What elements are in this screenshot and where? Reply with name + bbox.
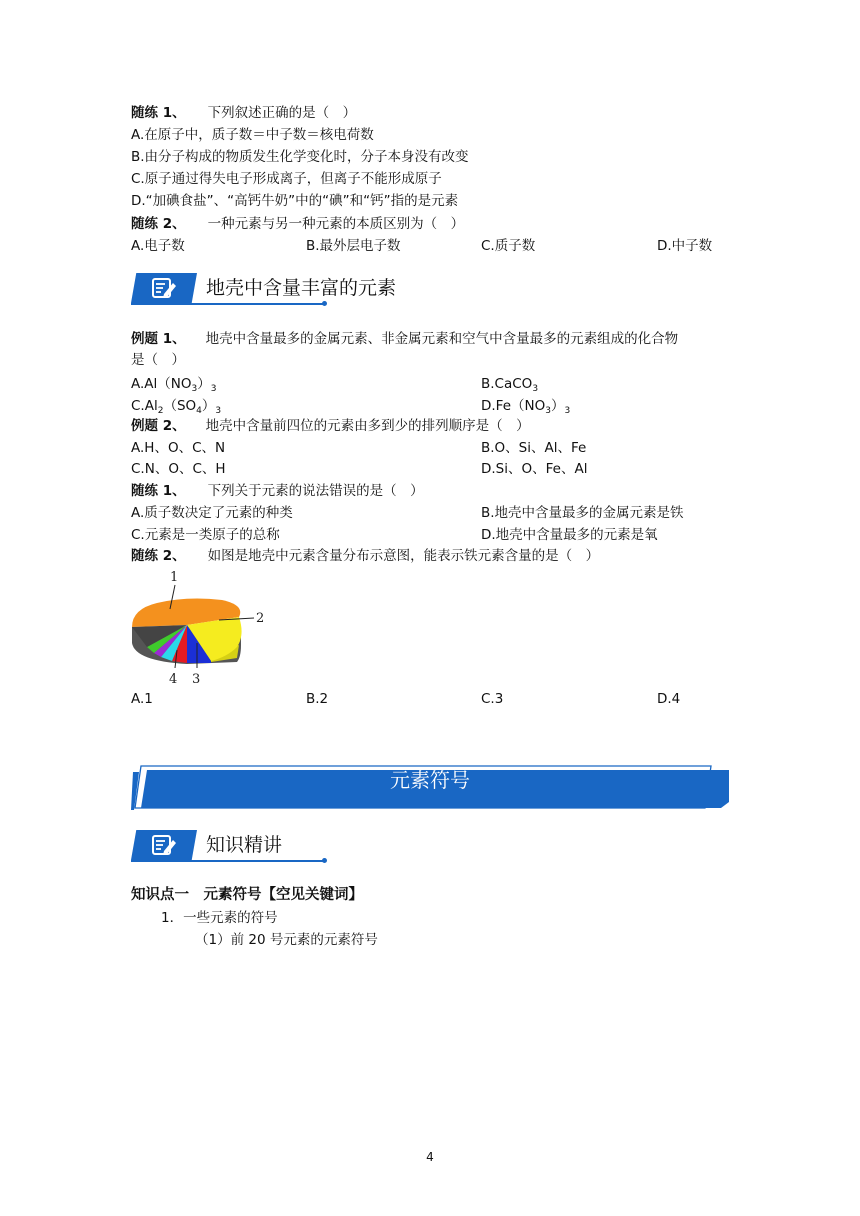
- option-c: $C.Al_2(SO_4)_3$: [131, 398, 222, 416]
- banner-dot: [322, 858, 327, 863]
- pie-figure: [127, 565, 272, 690]
- option: B.地壳中含量最多的金属元素是铁: [481, 505, 684, 521]
- option: D.“加碘食盐”、“高钙牛奶”中的“碘”和“钙”指的是元素: [131, 193, 459, 209]
- option: B.最外层电子数: [306, 238, 401, 254]
- question-sl3: [131, 481, 424, 501]
- banner-underline: [131, 303, 323, 305]
- question-label: 随练 1、: [131, 105, 186, 121]
- list-item: 1．一些元素的符号: [161, 910, 278, 926]
- section-title: 元素符号: [390, 768, 470, 792]
- pie-label-2: 2: [256, 611, 265, 626]
- question-ex2: [131, 416, 530, 436]
- question-stem: 下列关于元素的说法错误的是（ ）: [207, 483, 424, 499]
- banner-title: 地壳中含量丰富的元素: [206, 277, 397, 299]
- banner-dot: [322, 301, 327, 306]
- option: A.电子数: [131, 238, 185, 254]
- question-sl2: [131, 214, 464, 234]
- option: C.质子数: [481, 238, 536, 254]
- question-stem: 一种元素与另一种元素的本质区别为（ ）: [207, 216, 465, 232]
- option: D.Si、O、Fe、Al: [481, 461, 588, 477]
- option: C.3: [481, 691, 504, 707]
- question-label: 例题 1、: [131, 331, 186, 347]
- option: A.1: [131, 691, 153, 707]
- pie-label-1: 1: [170, 570, 179, 585]
- knowledge-banner: [131, 830, 331, 860]
- list-subitem: （1）前 20 号元素的元素符号: [195, 932, 378, 948]
- option: C.原子通过得失电子形成离子，但离子不能形成原子: [131, 171, 442, 187]
- option-b: B.CaCO$_3$: [481, 376, 539, 394]
- question-stem: 地壳中含量最多的金属元素、非金属元素和空气中含量最多的元素组成的化合物: [205, 331, 679, 347]
- option: B.由分子构成的物质发生化学变化时，分子本身没有改变: [131, 149, 469, 165]
- question-sl4: [131, 546, 599, 566]
- banner-title: 知识精讲: [206, 834, 283, 856]
- option: A.在原子中，质子数＝中子数＝核电荷数: [131, 127, 374, 143]
- question-label: 随练 1、: [131, 483, 186, 499]
- option: B.O、Si、Al、Fe: [481, 440, 587, 456]
- question-stem: 下列叙述正确的是（ ）: [207, 105, 357, 121]
- question-label: 随练 2、: [131, 548, 186, 564]
- option: D.中子数: [657, 238, 713, 254]
- option: D.4: [657, 691, 681, 707]
- question-label: 随练 2、: [131, 216, 186, 232]
- section-banner: [131, 273, 397, 303]
- option: C.N、O、C、H: [131, 461, 226, 477]
- option: A.质子数决定了元素的种类: [131, 505, 293, 521]
- pie-label-4: 4: [169, 672, 178, 687]
- option: A.H、O、C、N: [131, 440, 226, 456]
- banner-underline: [131, 860, 323, 862]
- option: C.元素是一类原子的总称: [131, 527, 280, 543]
- pie-label-3: 3: [192, 672, 201, 687]
- option-a: $A.Al(NO_3)_3$: [131, 376, 217, 394]
- note-pencil-icon: [151, 277, 177, 299]
- question-ex1: [131, 329, 678, 349]
- knowledge-heading: 知识点一 元素符号【空见关键词】: [131, 887, 363, 903]
- question-stem: 地壳中含量前四位的元素由多到少的排列顺序是（ ）: [205, 418, 530, 434]
- question-stem: 如图是地壳中元素含量分布示意图，能表示铁元素含量的是（ ）: [207, 548, 600, 564]
- page-number: 4: [426, 1150, 434, 1164]
- question-sl1: [131, 103, 356, 123]
- note-pencil-icon: [151, 834, 177, 856]
- section-header: [131, 764, 729, 812]
- option: B.2: [306, 691, 329, 707]
- question-stem-cont: 是（ ）: [131, 352, 185, 368]
- question-label: 例题 2、: [131, 418, 186, 434]
- option-d: $D.Fe(NO_3)_3$: [481, 398, 571, 416]
- option: D.地壳中含量最多的元素是氧: [481, 527, 658, 543]
